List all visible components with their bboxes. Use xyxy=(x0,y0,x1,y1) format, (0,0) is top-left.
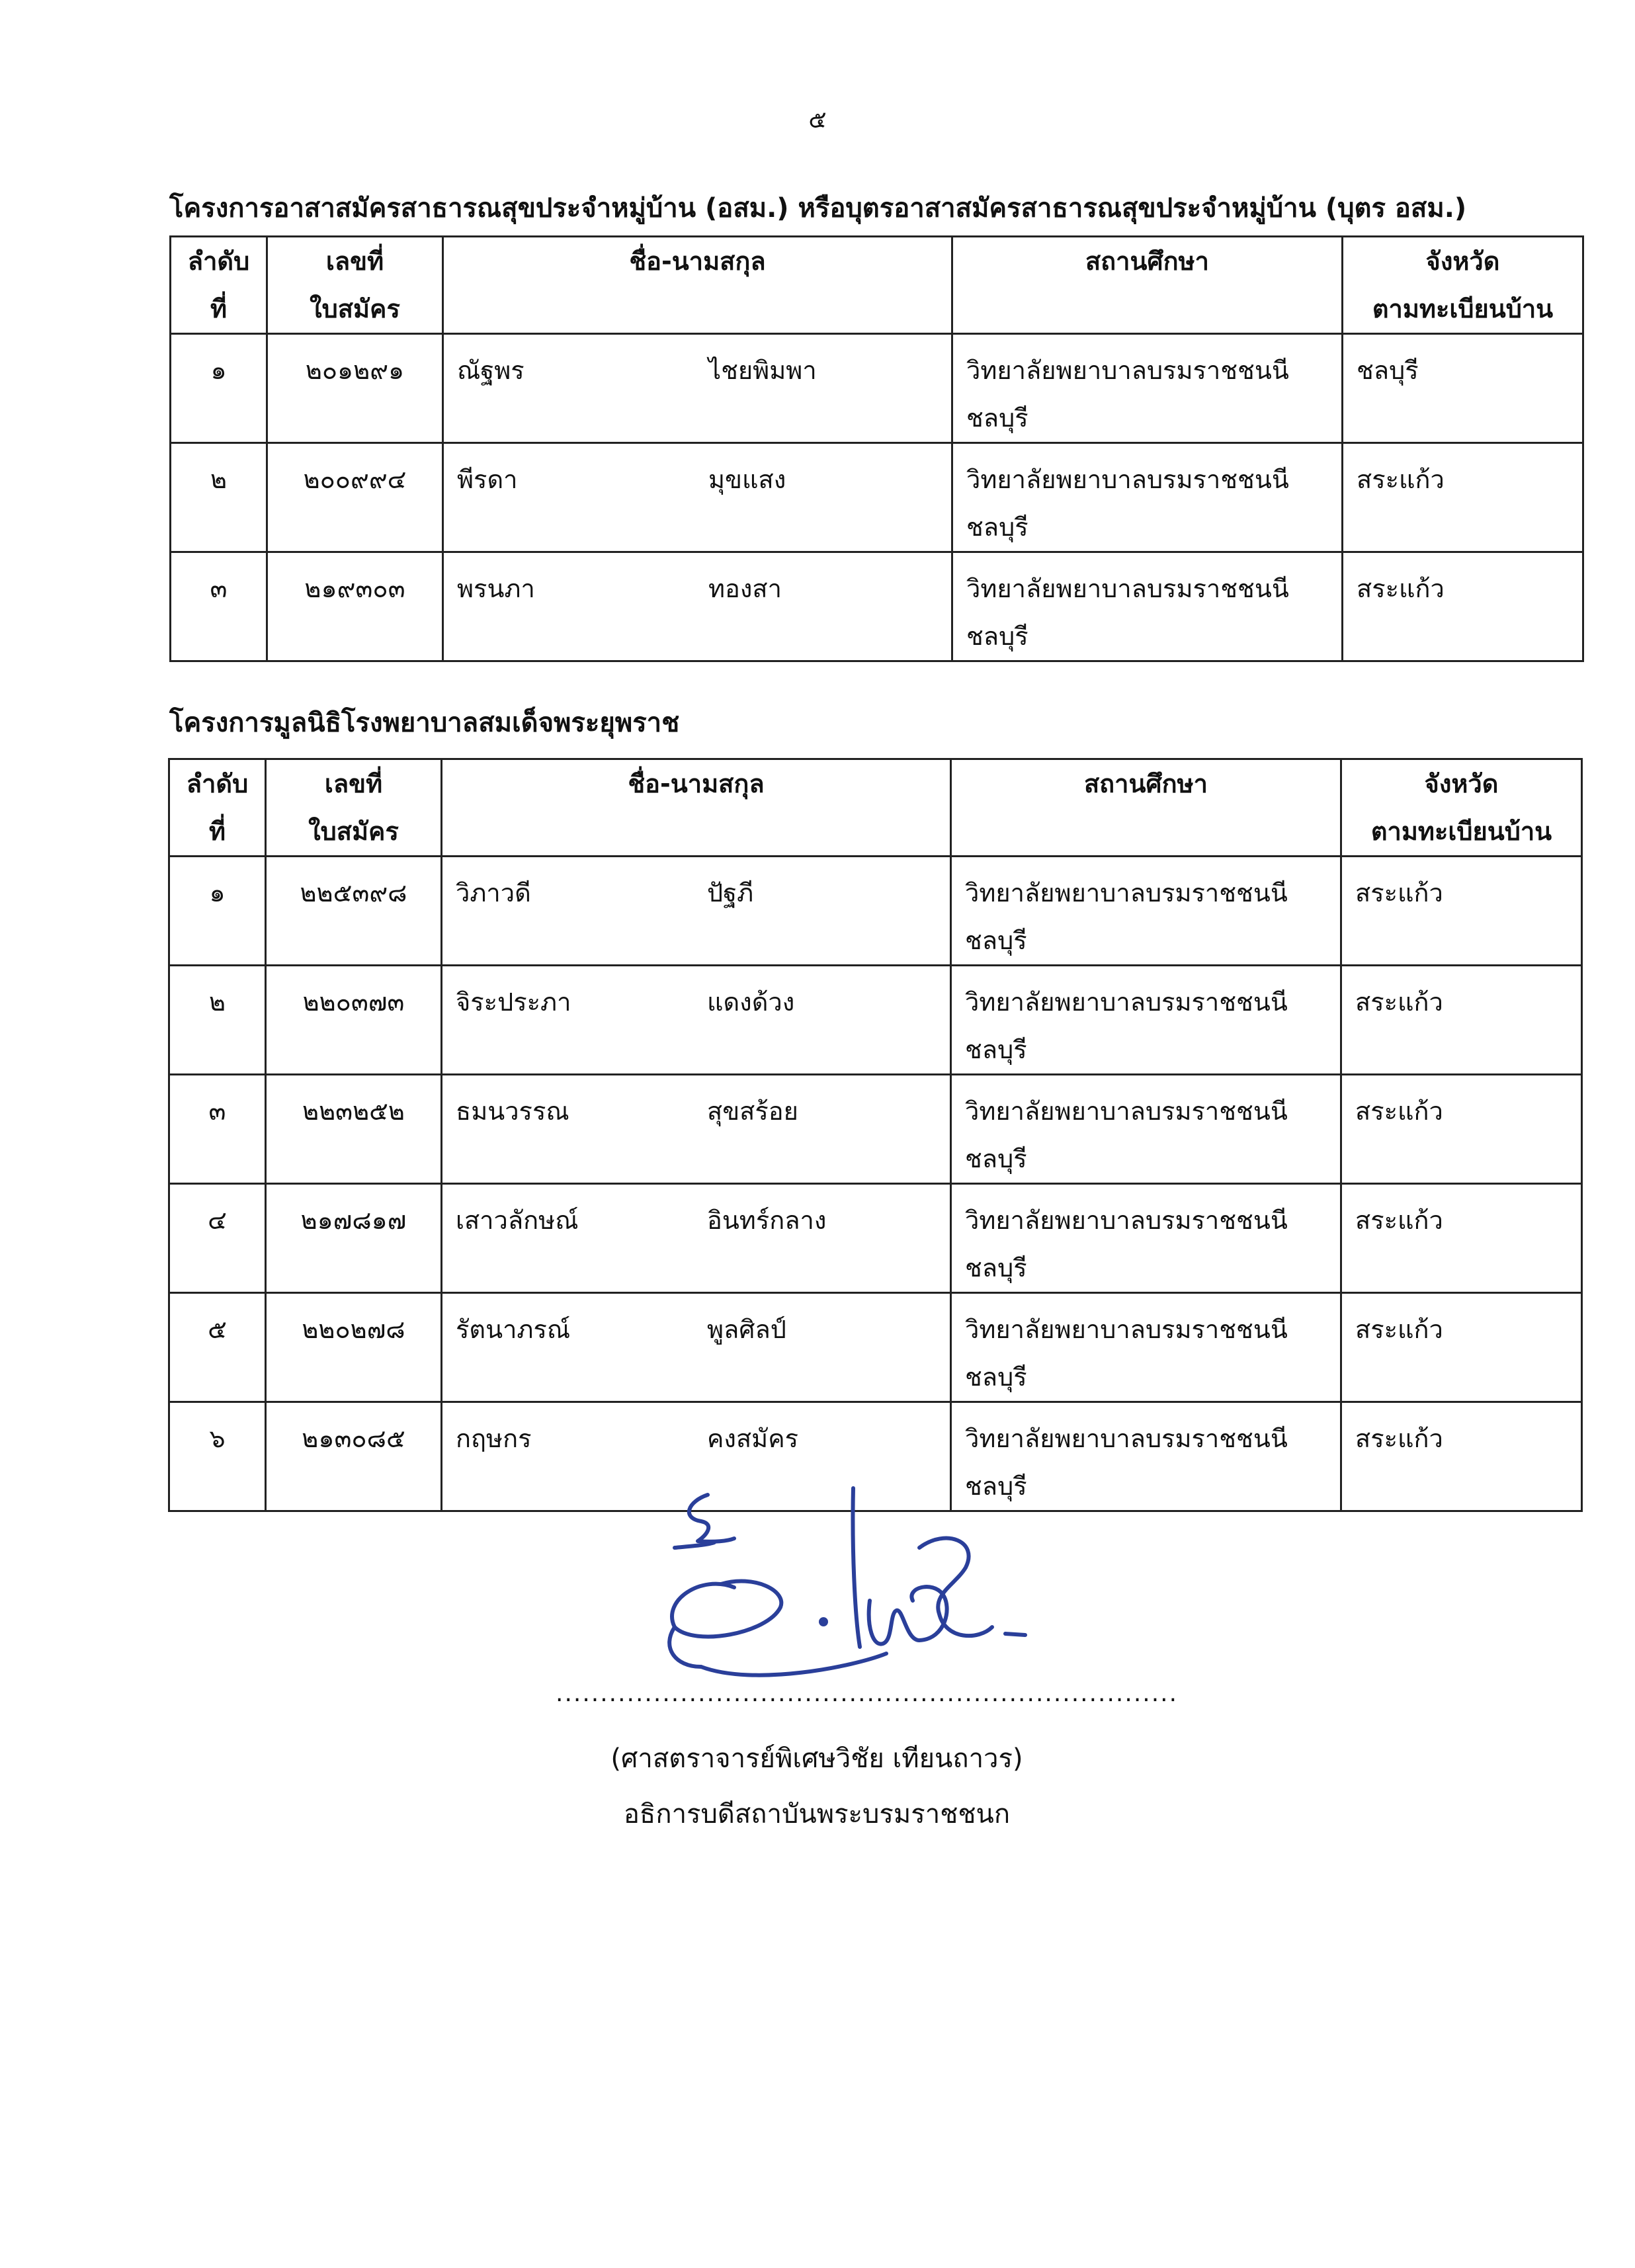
first-name: ณัฐพร xyxy=(457,356,524,385)
cell-order xyxy=(169,966,266,1075)
cell-province xyxy=(1343,552,1583,661)
cell-province xyxy=(1341,1402,1582,1511)
order-value: ๒ xyxy=(210,465,228,494)
last-name: อินทร์กลาง xyxy=(707,1206,827,1235)
application-no-value: ๒๒๓๒๕๒ xyxy=(302,1097,405,1126)
cell-fullname xyxy=(442,1075,951,1184)
table-header-row xyxy=(171,237,1583,334)
cell-order xyxy=(169,1184,266,1293)
cell-order xyxy=(169,1075,266,1184)
signature-line: ...................................................................... xyxy=(556,1680,1179,1707)
first-name: พรนภา xyxy=(457,574,535,603)
school-line2: ชลบุรี xyxy=(965,1253,1027,1282)
section-title-osm: โครงการอาสาสมัครสาธารณสุขประจำหมู่บ้าน (อสม.) หรือบุตรอาสาสมัครสาธารณสุขประจำหมู่บ้าน (บุตร อสม.) xyxy=(169,193,1467,224)
header-application-line2: ใบสมัคร xyxy=(308,817,399,846)
province-value: สระแก้ว xyxy=(1355,1424,1443,1453)
province-value: สระแก้ว xyxy=(1355,1097,1443,1126)
province-value: สระแก้ว xyxy=(1355,1206,1443,1235)
application-no-value: ๒๐๑๒๙๑ xyxy=(305,356,405,385)
province-value: สระแก้ว xyxy=(1357,465,1445,494)
header-application-line1: เลขที่ xyxy=(325,247,384,276)
last-name: แดงด้วง xyxy=(707,987,795,1017)
cell-province xyxy=(1341,857,1582,966)
header-fullname: ชื่อ-นามสกุล xyxy=(442,759,951,857)
cell-fullname xyxy=(442,1293,951,1402)
school-line2: ชลบุรี xyxy=(965,1144,1027,1173)
school-line1: วิทยาลัยพยาบาลบรมราชชนนี xyxy=(966,356,1289,385)
cell-application-no xyxy=(266,966,442,1075)
province-value: สระแก้ว xyxy=(1355,987,1443,1017)
last-name: คงสมัคร xyxy=(707,1424,799,1453)
order-value: ๕ xyxy=(208,1315,227,1344)
last-name: สุขสร้อย xyxy=(707,1097,798,1126)
school-line1: วิทยาลัยพยาบาลบรมราชชนนี xyxy=(966,574,1289,603)
cell-province xyxy=(1341,1184,1582,1293)
signature-image xyxy=(635,1468,1098,1713)
table-row xyxy=(171,334,1583,443)
cell-application-no xyxy=(266,1184,442,1293)
first-name: เสาวลักษณ์ xyxy=(456,1206,579,1235)
cell-order xyxy=(169,1293,266,1402)
page-number: ๕ xyxy=(808,106,827,134)
province-value: ชลบุรี xyxy=(1357,356,1419,385)
cell-province xyxy=(1341,966,1582,1075)
first-name: กฤษกร xyxy=(456,1424,532,1453)
header-province xyxy=(1341,759,1582,857)
application-no-value: ๒๒๐๓๗๓ xyxy=(302,987,405,1017)
application-no-value: ๒๑๓๐๘๕ xyxy=(302,1424,405,1453)
table-row xyxy=(169,857,1582,966)
cell-application-no xyxy=(267,443,443,552)
application-no-value: ๒๐๐๙๙๔ xyxy=(303,465,407,494)
first-name: รัตนาภรณ์ xyxy=(456,1315,571,1344)
school-line1: วิทยาลัยพยาบาลบรมราชชนนี xyxy=(966,465,1289,494)
application-no-value: ๒๒๐๒๗๘ xyxy=(302,1315,405,1344)
school-line1: วิทยาลัยพยาบาลบรมราชชนนี xyxy=(965,1315,1288,1344)
cell-school xyxy=(952,552,1343,661)
first-name: ธมนวรรณ xyxy=(456,1097,569,1126)
order-value: ๔ xyxy=(208,1206,227,1235)
school-line1: วิทยาลัยพยาบาลบรมราชชนนี xyxy=(965,987,1288,1017)
header-province-line2: ตามทะเบียนบ้าน xyxy=(1370,817,1552,846)
order-value: ๖ xyxy=(209,1424,226,1453)
school-line2: ชลบุรี xyxy=(965,926,1027,955)
last-name: ปัฐภี xyxy=(707,878,754,907)
cell-fullname xyxy=(443,443,952,552)
header-fullname: ชื่อ-นามสกุล xyxy=(443,237,952,334)
order-value: ๓ xyxy=(210,574,228,603)
cell-fullname xyxy=(443,552,952,661)
signer-name: (ศาสตราจารย์พิเศษวิชัย เทียนถาวร) xyxy=(610,1743,1023,1774)
header-order xyxy=(169,759,266,857)
table-row xyxy=(169,1184,1582,1293)
cell-province xyxy=(1341,1075,1582,1184)
cell-application-no xyxy=(266,857,442,966)
table-row xyxy=(171,443,1583,552)
school-line2: ชลบุรี xyxy=(966,513,1028,542)
applicant-table-foundation xyxy=(168,758,1583,1512)
order-value: ๑ xyxy=(209,878,226,907)
header-order-line2: ที่ xyxy=(208,817,226,846)
table-row xyxy=(169,1293,1582,1402)
header-order-line1: ลำดับ xyxy=(187,247,250,276)
school-line2: ชลบุรี xyxy=(966,403,1028,433)
header-application-line1: เลขที่ xyxy=(324,769,383,798)
province-value: สระแก้ว xyxy=(1355,878,1443,907)
last-name: พูลศิลป์ xyxy=(707,1315,786,1344)
first-name: จิระประภา xyxy=(456,987,571,1017)
signer-title: อธิการบดีสถาบันพระบรมราชชนก xyxy=(623,1799,1011,1829)
cell-province xyxy=(1343,443,1583,552)
header-order xyxy=(171,237,267,334)
cell-school xyxy=(951,1075,1341,1184)
cell-order xyxy=(171,443,267,552)
last-name: ทองสา xyxy=(708,574,782,603)
cell-order xyxy=(171,334,267,443)
first-name: วิภาวดี xyxy=(456,878,531,907)
header-order-line2: ที่ xyxy=(210,294,228,323)
header-province-line1: จังหวัด xyxy=(1424,769,1499,798)
application-no-value: ๒๑๗๘๑๗ xyxy=(300,1206,407,1235)
table-row xyxy=(169,1075,1582,1184)
province-value: สระแก้ว xyxy=(1355,1315,1443,1344)
cell-order xyxy=(169,1402,266,1511)
cell-province xyxy=(1341,1293,1582,1402)
cell-school xyxy=(952,334,1343,443)
first-name: พีรดา xyxy=(457,465,518,494)
last-name: ไชยพิมพา xyxy=(708,356,817,385)
header-application-line2: ใบสมัคร xyxy=(310,294,400,323)
last-name: มุขแสง xyxy=(708,465,786,494)
cell-order xyxy=(171,552,267,661)
cell-order xyxy=(169,857,266,966)
section-title-foundation: โครงการมูลนิธิโรงพยาบาลสมเด็จพระยุพราช xyxy=(169,708,680,738)
header-province-line1: จังหวัด xyxy=(1425,247,1500,276)
header-application-no xyxy=(266,759,442,857)
cell-fullname xyxy=(442,857,951,966)
header-school: สถานศึกษา xyxy=(951,759,1341,857)
cell-school xyxy=(951,966,1341,1075)
cell-fullname xyxy=(443,334,952,443)
school-line1: วิทยาลัยพยาบาลบรมราชชนนี xyxy=(965,1206,1288,1235)
school-line2: ชลบุรี xyxy=(965,1472,1027,1501)
cell-school xyxy=(951,1293,1341,1402)
header-school: สถานศึกษา xyxy=(952,237,1343,334)
table-header-row xyxy=(169,759,1582,857)
cell-school xyxy=(951,1184,1341,1293)
school-line2: ชลบุรี xyxy=(966,622,1028,651)
school-line2: ชลบุรี xyxy=(965,1035,1027,1064)
cell-application-no xyxy=(266,1402,442,1511)
school-line1: วิทยาลัยพยาบาลบรมราชชนนี xyxy=(965,878,1288,907)
order-value: ๒ xyxy=(208,987,226,1017)
cell-school xyxy=(951,857,1341,966)
cell-fullname xyxy=(442,966,951,1075)
table-row xyxy=(169,966,1582,1075)
header-province-line2: ตามทะเบียนบ้าน xyxy=(1372,294,1554,323)
school-line1: วิทยาลัยพยาบาลบรมราชชนนี xyxy=(965,1424,1288,1453)
application-no-value: ๒๑๙๓๐๓ xyxy=(304,574,405,603)
application-no-value: ๒๒๕๓๙๘ xyxy=(300,878,407,907)
cell-application-no xyxy=(266,1293,442,1402)
cell-fullname xyxy=(442,1184,951,1293)
cell-school xyxy=(952,443,1343,552)
table-row xyxy=(171,552,1583,661)
header-order-line1: ลำดับ xyxy=(186,769,249,798)
cell-application-no xyxy=(266,1075,442,1184)
province-value: สระแก้ว xyxy=(1357,574,1445,603)
school-line1: วิทยาลัยพยาบาลบรมราชชนนี xyxy=(965,1097,1288,1126)
header-province xyxy=(1343,237,1583,334)
school-line2: ชลบุรี xyxy=(965,1363,1027,1392)
order-value: ๓ xyxy=(208,1097,226,1126)
cell-application-no xyxy=(267,334,443,443)
cell-application-no xyxy=(267,552,443,661)
applicant-table-osm xyxy=(169,235,1584,662)
cell-province xyxy=(1343,334,1583,443)
order-value: ๑ xyxy=(210,356,227,385)
header-application-no xyxy=(267,237,443,334)
